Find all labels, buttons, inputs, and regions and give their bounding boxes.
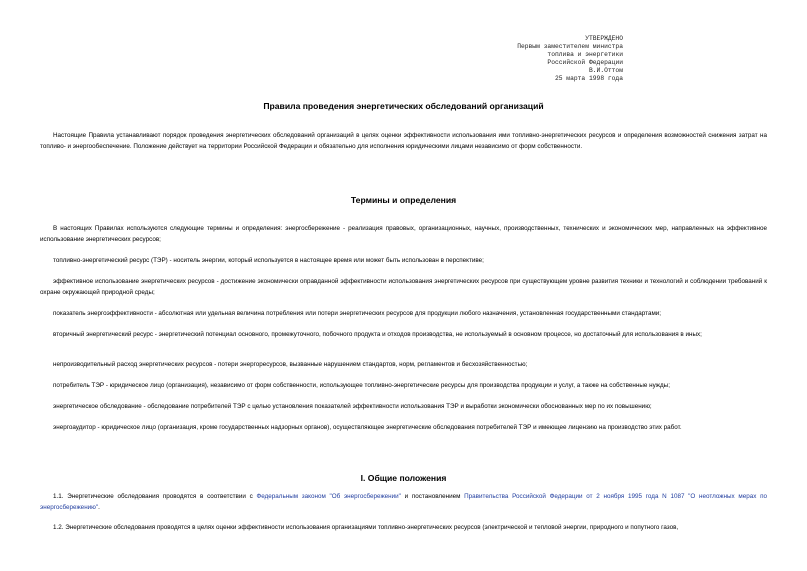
federal-law-link[interactable]: Федеральным законом "Об энергосбережении" [256,493,401,500]
term-paragraph: потребитель ТЭР - юридическое лицо (организация), независимо от форм собственности, использующее топливно-энергетические ресурсы для производства продукции и услуг, а также на собственные нужды; [53,382,670,389]
term-paragraph: показатель энергоэффективности - абсолютная или удельная величина потребления или потери энергетических ресурсов для продукции любого назначения, установленная государственными стандартами; [53,310,662,317]
term-paragraph: В настоящих Правилах используются следующие термины и определения: энергосбережение - реализация правовых, организационных, научных, производственных, технических и экономических мер, направленных на эффективное использование энергетических ресурсов; [40,225,767,243]
term-paragraph: непроизводительный расход энергетических ресурсов - потери энергоресурсов, вызванные нарушением стандартов, норм, регламентов и бесхозяйственностью; [53,361,528,368]
term-paragraph: энергетическое обследование - обследование потребителей ТЭР с целью установления показателей эффективности использования ТЭР и выработки экономически обоснованных мер по их повышению; [53,403,652,410]
approval-line: В.И.Оттом [588,67,623,75]
term-paragraph: вторичный энергетический ресурс - энергетический потенциал основного, промежуточного, побочного продукта и отходов производства, не используемый в основном процессе, но достаточный для использования в иных; [53,331,702,338]
term-paragraph: эффективное использование энергетических ресурсов - достижение экономически оправданной эффективности использования энергетических ресурсов при существующем уровне развития техники и технологий и соблюдении требований к охране окружающей природной среды; [40,278,767,296]
government-decree-link[interactable]: Правительства Российской Федерации от 2 ноября 1995 года N 1087 "О неотложных мерах по энергосбережению" [40,493,767,511]
paragraph-text: . [98,503,100,511]
approval-line: топлива и энергетики [547,51,623,59]
approval-line: УТВЕРЖДЕНО [585,35,623,42]
general-heading: I. Общие положения [360,473,447,483]
document-title: Правила проведения энергетических обследований организаций [263,101,544,111]
paragraph-text: и постановлением [400,493,465,500]
approval-line: 25 марта 1998 года [554,75,623,83]
approval-line: Российской Федерации [547,59,623,67]
terms-heading: Термины и определения [350,195,457,205]
intro-paragraph: Настоящие Правила устанавливают порядок проведения энергетических обследований организаций в целях оценки эффективности использования ими топливно-энергетических ресурсов и определения возможностей снижения затрат на топливо- и энергообеспечение. Положение действует на территории Российской Федерации и обязательно для исполнения юридическими лицами независимо от форм собственности. [40,132,767,150]
paragraph-text: 1.1. Энергетические обследования проводятся в соответствии с [53,493,257,500]
approval-line: Первым заместителем министра [517,43,623,51]
term-paragraph: энергоаудитор - юридическое лицо (организация, кроме государственных надзорных органов), осуществляющее энергетические обследования потребителей ТЭР и имеющее лицензию на производство этих работ. [53,424,682,431]
general-paragraph-2: 1.2. Энергетические обследования проводятся в целях оценки эффективности использования организациями топливно-энергетических ресурсов (электрической и тепловой энергии, природного и попутного газов, [53,524,679,531]
approval-stamp [448,35,623,84]
general-paragraph-1 [40,492,767,513]
term-paragraph: топливно-энергетический ресурс (ТЭР) - носитель энергии, который используется в настоящее время или может быть использован в перспективе; [53,257,484,264]
